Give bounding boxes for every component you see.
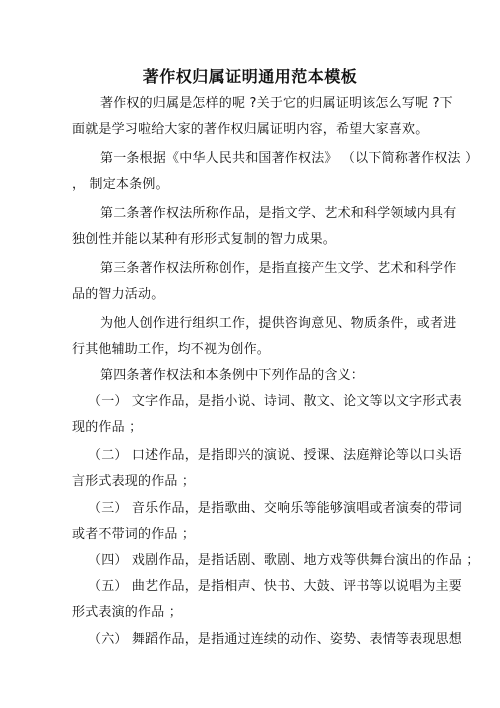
body-line-8: 品的智力活动。: [72, 287, 165, 302]
body-line-13: 现的作品 ；: [72, 420, 143, 435]
body-line-21: （六） 舞蹈作品，是指通过连续的动作、姿势、表情等表现思想: [88, 632, 462, 647]
body-line-5: 第二条著作权法所称作品，是指文学、艺术和科学领域内具有: [100, 206, 457, 221]
body-line-3: 第一条根据《中华人民共和国著作权法》 （以下简称著作权法 ）: [100, 151, 479, 166]
body-line-19: （五） 曲艺作品，是指相声、快书、大鼓、评书等以说唱为主要: [88, 579, 462, 594]
body-line-18: （四） 戏剧作品，是指话剧、歌剧、地方戏等供舞台演出的作品 ；: [88, 553, 480, 568]
body-line-10: 行其他辅助工作，均不视为创作。: [72, 342, 271, 357]
body-line-9: 为他人创作进行组织工作，提供咨询意见、物质条件，或者进: [100, 316, 457, 331]
body-line-2: 面就是学习啦给大家的著作权归属证明内容，希望大家喜欢。: [72, 122, 429, 137]
body-line-16: （三） 音乐作品，是指歌曲、交响乐等能够演唱或者演奏的带词: [88, 501, 462, 516]
body-line-11: 第四条著作权法和本条例中下列作品的含义：: [100, 368, 365, 383]
body-line-15: 言形式表现的作品 ；: [72, 474, 196, 489]
body-line-17: 或者不带词的作品 ；: [72, 527, 196, 542]
body-line-20: 形式表演的作品 ；: [72, 605, 182, 620]
body-line-1: 著作权的归属是怎样的呢 ?关于它的归属证明该怎么写呢 ?下: [100, 96, 453, 111]
body-line-7: 第三条著作权法所称创作，是指直接产生文学、艺术和科学作: [100, 261, 457, 276]
body-line-12: （一） 文字作品，是指小说、诗词、散文、论文等以文字形式表: [88, 394, 462, 409]
document-title: 著作权归属证明通用范本模板: [142, 67, 358, 86]
body-line-6: 独创性并能以某种有形形式复制的智力成果。: [72, 232, 337, 247]
body-line-14: （二） 口述作品，是指即兴的演说、授课、法庭辩论等以口头语: [88, 448, 462, 463]
body-line-4: ， 制定本条例。: [72, 177, 169, 192]
